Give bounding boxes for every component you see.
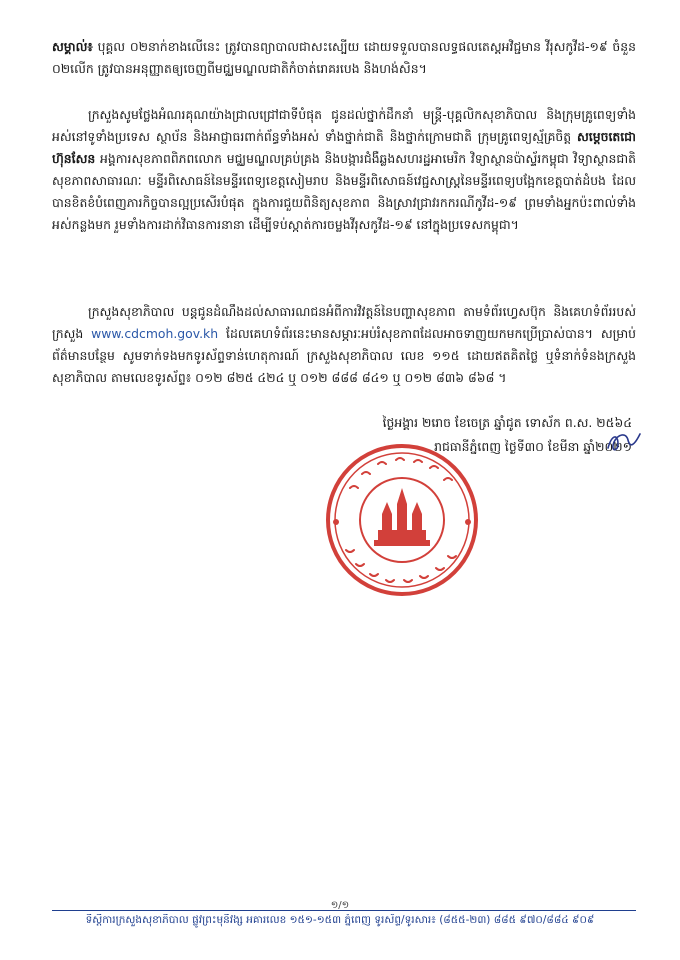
page-number: ១/១ [330, 900, 350, 911]
footer-address: ទីស្តីការក្រសួងសុខាភិបាល ផ្លូវព្រះមុនីវង្ស អគារលេខ ១៥១-១៥៣ ភ្នំពេញ ទូរស័ព្ទ/ទូរសារ៖ (៨៥៥-២៣) ៨៨៥ ៩៧០/៨៨៤ ៩០៩ [85, 914, 595, 926]
website-link[interactable]: www.cdcmoh.gov.kh [91, 326, 219, 341]
information-text-end: ដែលគេហទំព័រនេះមានសម្ភារៈអប់រំសុខភាពដែលអាចទាញយកមកប្រើប្រាស់បាន។ សម្រាប់ព័ត៌មានបន្ថែម សូមទាក់ទងមកទូរស័ព្ទទាន់ហេតុការណ៍ ក្រសួងសុខាភិបាល លេខ ១១៥ ដោយឥតគិតថ្លៃ ឬទំនាក់ទំនងក្រសួងសុខាភិបាល តាមលេខទូរស័ព្ទ៖ ០១២ ៨២៥ ៤២៤ ឬ ០១២ ៨៨៨ ៨៤១ ឬ ០១២ ៨៣៦ ៨៦៨ ។ [52, 326, 636, 385]
ministry-seal-icon [322, 440, 482, 600]
gregorian-date: រាជធានីភ្នំពេញ ថ្ងៃទី៣០ ខែមីនា ឆ្នាំ២០២១ [434, 439, 632, 454]
footer-divider [52, 910, 636, 911]
note-paragraph [52, 36, 636, 80]
acknowledgement-bold-name: សម្តេចតេជោ ហ៊ុនសែន [52, 129, 636, 166]
acknowledgement-text-end: អង្គការសុខភាពពិភពលោក មជ្ឈមណ្ឌលគ្រប់គ្រង និងបង្ការជំងឺឆ្លងសហរដ្ឋអាមេរិក វិទ្យាស្ថានប៉ាស្ទ័រកម្ពុជា វិទ្យាស្ថានជាតិសុខភាពសាធារណៈ មន្ទីរពិសោធន៍នៃមន្ទីរពេទ្យខេត្តសៀមរាប និងមន្ទីរពិសោធន៍វេជ្ជសាស្ត្រនៃមន្ទីរពេទ្យបង្អែកខេត្តបាត់ដំបង ដែលបានខិតខំបំពេញភារកិច្ចបានល្អប្រសើរបំផុត ក្នុងការជួយពិនិត្យសុខភាព និងស្រាវជ្រាវរកករណីកូវីដ-១៩ ព្រមទាំងអ្នកប៉ះពាល់ទាំងអស់កន្លងមក រួមទាំងការដាក់វិធានការនានា ដើម្បីទប់ស្កាត់ការចម្លងវីរុសកូវីដ-១៩ នៅក្នុងប្រទេសកម្ពុជា។ [52, 151, 636, 232]
note-text: បុគ្គល ០២នាក់ខាងលើនេះ ត្រូវបានព្យាបាលជាសះស្បើយ ដោយទទួលបានលទ្ធផលតេស្តអវិជ្ជមាន វីរុសកូវីដ-១៩ ចំនួន ០២លើក ត្រូវបានអនុញ្ញាតឲ្យចេញពីមជ្ឈមណ្ឌលជាតិកំចាត់រោគរបេង និងហង់សិន។ [52, 39, 636, 76]
information-text-start: ក្រសួងសុខាភិបាល បន្តជូនដំណឹងដល់សាធារណជនអំពីការវិវត្តន៍នៃបញ្ហាសុខភាព តាមទំព័រហ្វេសប៊ុក និងគេហទំព័ររបស់ក្រសួង [52, 304, 636, 341]
note-label: សម្គាល់៖ [52, 39, 93, 54]
signature-icon [604, 428, 644, 456]
lunar-date: ថ្ងៃអង្គារ ២រោច ខែចេត្រ ឆ្នាំជូត ទោស័ក ព.ស. ២៥៦៤ [382, 415, 632, 430]
acknowledgement-text-start: ក្រសួងសូមថ្លែងអំណរគុណយ៉ាងជ្រាលជ្រៅជាទីបំផុត ជូនដល់ថ្នាក់ដឹកនាំ មន្ត្រី-បុគ្គលិកសុខាភិបាល និងក្រុមគ្រូពេទ្យទាំងអស់នៅទូទាំងប្រទេស ស្ថាប័ន និងអាជ្ញាធរពាក់ព័ន្ធទាំងអស់ ទាំងថ្នាក់ជាតិ និងថ្នាក់ក្រោមជាតិ ក្រុមគ្រូពេទ្យស្ម័គ្រចិត្ត [52, 107, 636, 144]
information-paragraph [52, 301, 636, 389]
acknowledgement-paragraph [52, 104, 636, 236]
